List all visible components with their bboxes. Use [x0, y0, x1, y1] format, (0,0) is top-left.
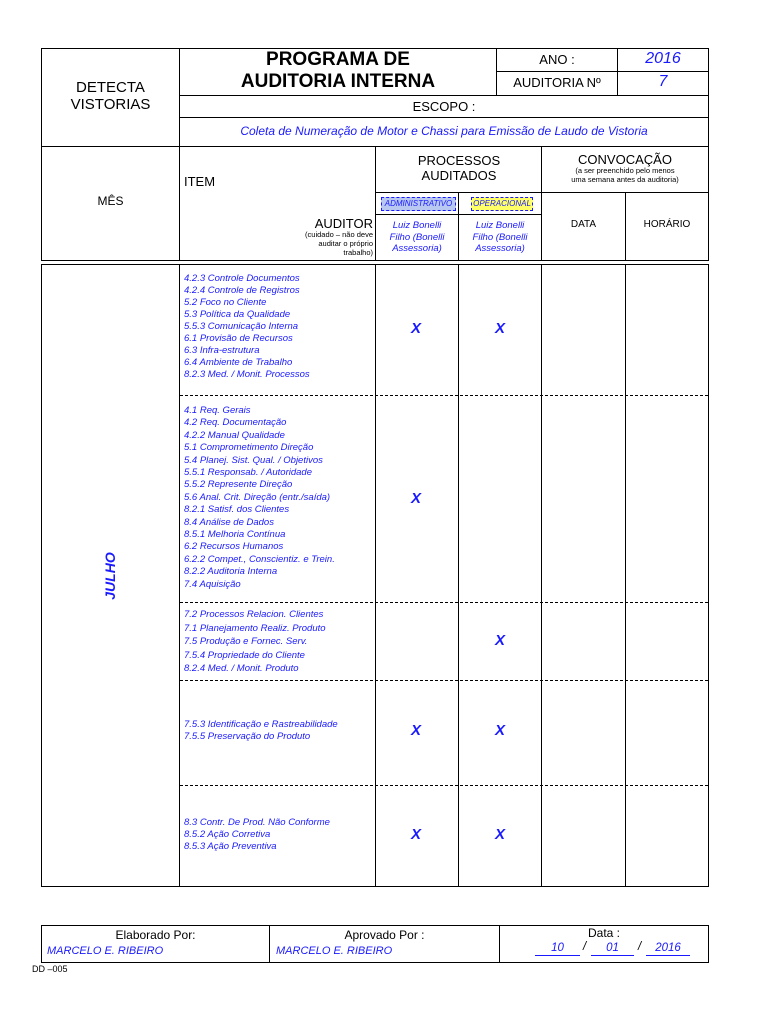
- administrativo-label: ADMINISTRATIVO: [384, 199, 453, 208]
- month-label: JULHO: [102, 552, 118, 600]
- oper-mark: X: [495, 632, 506, 649]
- row-divider: [180, 785, 708, 786]
- elaborado-label: Elaborado Por:: [115, 928, 196, 942]
- company-name: DETECTA VISTORIAS: [70, 79, 151, 113]
- auditor-oper: Luiz Bonelli Filho (Bonelli Assessoria): [472, 220, 528, 254]
- data-header: DATA: [570, 219, 597, 230]
- aprovado-label: Aprovado Por :: [344, 928, 425, 942]
- operacional-label: OPERACIONAL: [473, 199, 531, 208]
- mes-header: MÊS: [97, 194, 124, 208]
- date-month: 01: [591, 941, 634, 956]
- auditor-admin: Luiz Bonelli Filho (Bonelli Assessoria): [389, 220, 445, 254]
- doc-title-line2: AUDITORIA INTERNA: [240, 71, 436, 92]
- row-divider: [180, 395, 708, 396]
- convocacao-header: CONVOCAÇÃO: [578, 152, 672, 167]
- escopo-label: ESCOPO :: [412, 99, 476, 114]
- auditor-header: AUDITOR: [314, 216, 373, 231]
- auditor-note: (cuidado – não deve auditar o próprio trabalho): [305, 230, 373, 257]
- elaborado-value: MARCELO E. RIBEIRO: [47, 945, 164, 957]
- auditoria-value: 7: [658, 73, 668, 90]
- aprovado-value: MARCELO E. RIBEIRO: [276, 945, 393, 957]
- oper-mark: X: [495, 722, 506, 739]
- horario-header: HORÁRIO: [643, 219, 691, 230]
- escopo-value: Coleta de Numeração de Motor e Chassi para Emissão de Laudo de Vistoria: [240, 124, 648, 138]
- date-day: 10: [535, 941, 580, 956]
- ano-label: ANO :: [539, 52, 575, 67]
- row-divider: [180, 680, 708, 681]
- admin-mark: X: [411, 320, 422, 337]
- convocacao-note: (a ser preenchido pelo menos uma semana antes da auditoria): [571, 166, 679, 184]
- group-items: 4.1 Req. Gerais 4.2 Req. Documentação 4.2.2 Manual Qualidade 5.1 Comprometimento Direção 5.4 Planej. Sist. Qual. / Objetivos 5.5.1 Responsab. / Autoridade 5.5.2 Represente Direção 5.6 Anal. Crit. Direção (entr./saída) 8.2.1 Satisf. dos Clientes 8.4 Análise de Dados 8.5.1 Melhoria Contínua 6.2 Recursos Humanos 6.2.2 Compet., Conscientiz. e Trein. 8.2.2 Auditoria Interna 7.4 Aquisição: [184, 405, 335, 590]
- oper-mark: X: [495, 320, 506, 337]
- auditoria-label: AUDITORIA Nº: [513, 75, 601, 90]
- data-label: Data :: [587, 926, 620, 940]
- ano-value: 2016: [645, 50, 681, 67]
- processos-header: PROCESSOS AUDITADOS: [417, 153, 501, 183]
- date-sep: /: [638, 941, 642, 953]
- doc-title-line1: PROGRAMA DE: [266, 49, 410, 70]
- date-sep: /: [583, 941, 587, 953]
- group-items: 7.2 Processos Relacion. Clientes 7.1 Planejamento Realiz. Produto 7.5 Produção e Fornec. Serv. 7.5.4 Propriedade do Cliente 8.2.4 Med. / Monit. Produto: [184, 609, 326, 674]
- admin-mark: X: [411, 826, 422, 843]
- group-items: 7.5.3 Identificação e Rastreabilidade 7.5.5 Preservação do Produto: [184, 719, 338, 742]
- admin-mark: X: [411, 490, 422, 507]
- row-divider: [180, 602, 708, 603]
- admin-mark: X: [411, 722, 422, 739]
- doc-code: DD –005: [32, 964, 68, 974]
- date-year: 2016: [646, 941, 690, 956]
- group-items: 4.2.3 Controle Documentos 4.2.4 Controle de Registros 5.2 Foco no Cliente 5.3 Política da Qualidade 5.5.3 Comunicação Interna 6.1 Provisão de Recursos 6.3 Infra-estrutura 6.4 Ambiente de Trabalho 8.2.3 Med. / Monit. Processos: [184, 273, 310, 380]
- group-items: 8.3 Contr. De Prod. Não Conforme 8.5.2 Ação Corretiva 8.5.3 Ação Preventiva: [184, 817, 330, 852]
- item-header: ITEM: [184, 174, 216, 189]
- oper-mark: X: [495, 826, 506, 843]
